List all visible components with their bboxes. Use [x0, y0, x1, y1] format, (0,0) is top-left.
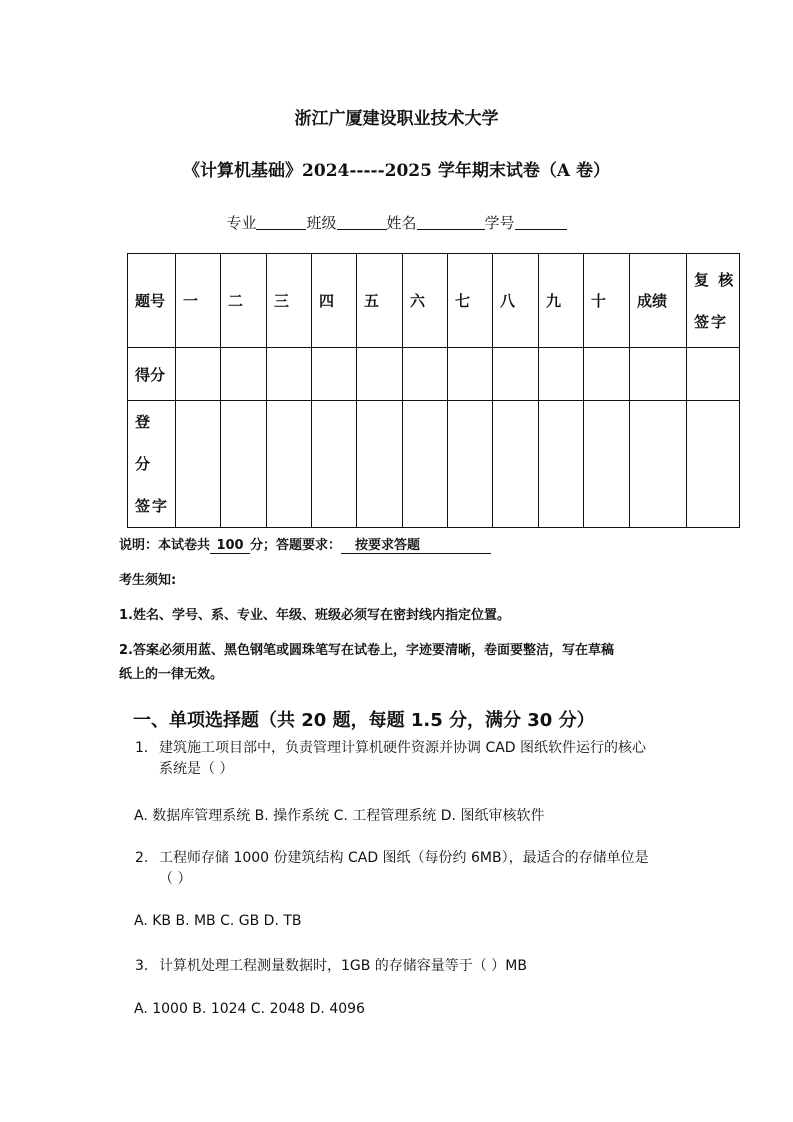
student-id-label: 学号: [484, 214, 515, 232]
question-text: 建筑施工项目部中，负责管理计算机硬件资源并协调 CAD 图纸软件运行的核心: [159, 740, 647, 756]
class-field[interactable]: [337, 213, 387, 230]
notice-rule-2-line-2: 纸上的一律无效。: [119, 667, 224, 682]
question-text: 计算机处理工程测量数据时，1GB 的存储容量等于（ ）MB: [159, 958, 527, 974]
score-cell[interactable]: [403, 348, 448, 401]
answer-requirement: 按要求答题: [341, 534, 491, 554]
score-cell[interactable]: [176, 348, 221, 401]
signature-cell[interactable]: [630, 401, 687, 528]
name-field[interactable]: [417, 213, 485, 230]
col-header: 十: [584, 254, 630, 348]
score-cell[interactable]: [493, 348, 539, 401]
col-header: 五: [357, 254, 403, 348]
col-header: 九: [539, 254, 584, 348]
row-label: 题号: [128, 254, 176, 348]
class-label: 班级: [306, 214, 337, 232]
score-cell[interactable]: [539, 348, 584, 401]
exam-description: [119, 534, 491, 554]
school-name: 浙江广厦建设职业技术大学: [294, 109, 499, 129]
score-cell[interactable]: [584, 348, 630, 401]
col-header: 六: [403, 254, 448, 348]
col-header-review-sign: [687, 254, 740, 348]
col-header: 三: [267, 254, 312, 348]
question-text-cont: （ ）: [159, 871, 192, 887]
notice-heading: 考生须知:: [119, 573, 177, 588]
question-text: 工程师存储 1000 份建筑结构 CAD 图纸（每份约 6MB），最适合的存储单位是: [159, 850, 649, 866]
question-3-options: A. 1000 B. 1024 C. 2048 D. 4096: [134, 1001, 365, 1017]
signature-cell[interactable]: [312, 401, 357, 528]
question-2: [135, 848, 649, 890]
score-cell[interactable]: [267, 348, 312, 401]
signature-cell[interactable]: [221, 401, 267, 528]
col-header-line: 签字: [694, 312, 729, 331]
signature-cell[interactable]: [493, 401, 539, 528]
question-number: 1.: [135, 740, 149, 756]
signature-cell[interactable]: [448, 401, 493, 528]
question-1: [135, 738, 646, 780]
score-table: [127, 253, 740, 528]
total-score: 100: [210, 538, 250, 554]
col-header: 二: [221, 254, 267, 348]
col-header: 一: [176, 254, 221, 348]
signature-cell[interactable]: [687, 401, 740, 528]
col-header: 四: [312, 254, 357, 348]
col-header: 八: [493, 254, 539, 348]
signature-cell[interactable]: [403, 401, 448, 528]
col-header: 七: [448, 254, 493, 348]
question-number: 2.: [135, 850, 149, 866]
name-label: 姓名: [386, 214, 417, 232]
major-field[interactable]: [256, 213, 306, 230]
score-cell[interactable]: [357, 348, 403, 401]
desc-prefix: 说明：本试卷共: [119, 538, 211, 553]
student-id-field[interactable]: [515, 213, 567, 230]
major-label: 专业: [226, 214, 257, 232]
score-cell[interactable]: [687, 348, 740, 401]
student-info-line: [0, 212, 793, 233]
score-cell[interactable]: [221, 348, 267, 401]
signature-cell[interactable]: [357, 401, 403, 528]
signature-cell[interactable]: [539, 401, 584, 528]
question-text-cont: 系统是（ ）: [159, 761, 234, 777]
question-3: [135, 956, 527, 977]
signature-cell[interactable]: [176, 401, 221, 528]
question-1-options: A. 数据库管理系统 B. 操作系统 C. 工程管理系统 D. 图纸审核软件: [134, 808, 545, 824]
table-row-question-number: [128, 254, 740, 348]
signature-cell[interactable]: [584, 401, 630, 528]
notice-rule-1: 1.姓名、学号、系、专业、年级、班级必须写在密封线内指定位置。: [119, 608, 510, 623]
desc-mid: 分；答题要求：: [250, 538, 342, 553]
row-label: [128, 401, 176, 528]
score-cell[interactable]: [448, 348, 493, 401]
col-header-line: 复 核: [694, 270, 736, 289]
row-label-line: 登 分: [135, 413, 153, 473]
exam-title: 《计算机基础》2024-----2025 学年期末试卷（A 卷）: [183, 161, 610, 181]
signature-cell[interactable]: [267, 401, 312, 528]
section-title: 一、单项选择题（共 20 题，每题 1.5 分，满分 30 分）: [133, 710, 595, 731]
row-label-line: 签字: [135, 497, 170, 515]
question-number: 3.: [135, 958, 149, 974]
notice-rule-2-line-1: 2.答案必须用蓝、黑色钢笔或圆珠笔写在试卷上，字迹要清晰，卷面要整洁，写在草稿: [119, 643, 614, 658]
score-cell[interactable]: [312, 348, 357, 401]
score-cell[interactable]: [630, 348, 687, 401]
table-row-signature: [128, 401, 740, 528]
col-header: 成绩: [630, 254, 687, 348]
row-label: 得分: [128, 348, 176, 401]
table-row-score: [128, 348, 740, 401]
question-2-options: A. KB B. MB C. GB D. TB: [134, 913, 302, 929]
